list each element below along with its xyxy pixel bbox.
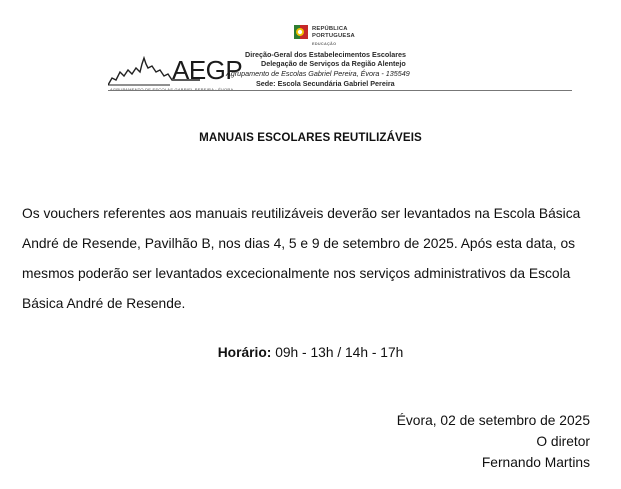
republica-label: REPÚBLICA	[312, 26, 348, 32]
agrupamento-line: Agrupamento de Escolas Gabriel Pereira, Évora - 135549	[226, 69, 410, 78]
schedule-value: 09h - 13h / 14h - 17h	[271, 345, 404, 360]
portuguesa-label: PORTUGUESA	[312, 33, 355, 39]
letterhead	[86, 22, 572, 92]
paragraph-line: Os vouchers referentes aos manuais reutilizáveis deverão ser levantados na Escola Básica	[22, 206, 581, 221]
document-title: MANUAIS ESCOLARES REUTILIZÁVEIS	[199, 131, 422, 144]
letterhead-divider	[108, 90, 572, 91]
republica-portuguesa-logo	[294, 24, 384, 50]
notice-paragraph	[22, 199, 600, 319]
signatory-name: Fernando Martins	[481, 455, 590, 470]
place-date: Évora, 02 de setembro de 2025	[396, 413, 590, 428]
signature-block	[397, 410, 590, 473]
sede-line: Sede: Escola Secundária Gabriel Pereira	[256, 79, 395, 88]
schedule-line	[0, 345, 621, 360]
republica-emblem-icon	[294, 25, 308, 39]
educacao-label: EDUCAÇÃO	[312, 42, 337, 46]
dgeste-line: Direção-Geral dos Estabelecimentos Escolares	[245, 50, 406, 59]
paragraph-line: Básica André de Resende.	[22, 296, 186, 311]
paragraph-line: André de Resende, Pavilhão B, nos dias 4, 5 e 9 de setembro de 2025. Após esta data, os	[22, 236, 576, 251]
signatory-role: O diretor	[536, 434, 590, 449]
delegacao-line: Delegação de Serviços da Região Alentejo	[261, 59, 406, 68]
schedule-label: Horário:	[217, 345, 272, 360]
aegp-wordmark: AEGP	[172, 55, 243, 85]
paragraph-line: mesmos poderão ser levantados excecionalmente nos serviços administrativos da Escola	[22, 266, 571, 281]
